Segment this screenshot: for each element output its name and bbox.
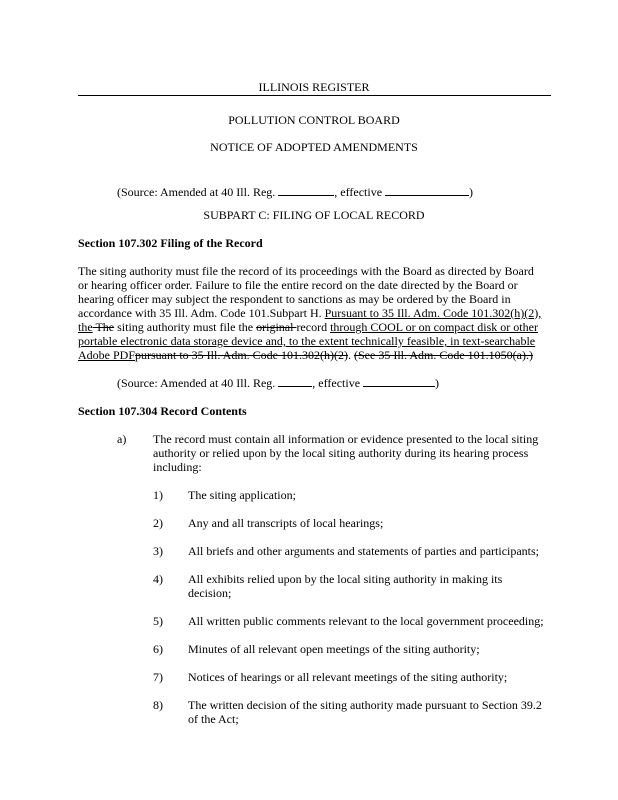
notice-title: NOTICE OF ADOPTED AMENDMENTS	[210, 140, 418, 154]
item-line: All briefs and other arguments and statements of parties and participants;	[188, 544, 540, 558]
body-line	[78, 348, 556, 362]
body-line	[78, 320, 556, 334]
agency-name: POLLUTION CONTROL BOARD	[228, 113, 400, 127]
item-line: Minutes of all relevant open meetings of the siting authority;	[188, 642, 480, 656]
deleted-text: (See 35 Ill. Adm. Code 101.1050(a).)	[354, 348, 533, 362]
inserted-text: Pursuant to 35 Ill. Adm. Code 101.302(h)(2),	[324, 306, 542, 320]
body-line: The record must contain all information or evidence presented to the local siting	[153, 432, 539, 446]
item-line: The written decision of the siting authority made pursuant to Section 39.2	[188, 698, 542, 712]
body-line: or hearing officer order. Failure to file the entire record on the date directed by the Board or	[78, 278, 518, 292]
item-number: 8)	[153, 698, 163, 712]
item-text	[188, 516, 560, 530]
inserted-text: the	[78, 320, 93, 334]
deleted-text: original	[256, 320, 297, 334]
plain-text: record	[296, 320, 331, 334]
body-line: authority or relied upon by the local siting authority during its hearing process	[153, 446, 529, 460]
item-text	[188, 614, 560, 628]
source-prefix: (Source: Amended at 40 Ill. Reg.	[117, 376, 276, 390]
item-number: 6)	[153, 642, 163, 656]
inserted-text: through COOL or on compact disk or other	[330, 320, 538, 334]
blank-reg	[278, 376, 312, 387]
item-number: 3)	[153, 544, 163, 558]
source-mid: , effective	[312, 376, 361, 390]
plain-text: .	[348, 348, 354, 362]
item-text	[188, 488, 560, 502]
item-line: Any and all transcripts of local hearings;	[188, 516, 384, 530]
body-line: including:	[153, 460, 202, 474]
subsection-a-text	[153, 432, 553, 474]
blank-reg	[278, 185, 334, 196]
item-line: decision;	[188, 586, 232, 600]
source-close: )	[435, 376, 440, 390]
plain-text: accordance with 35 Ill. Adm. Code 101.Subpart H.	[78, 306, 325, 320]
section-302-heading: Section 107.302 Filing of the Record	[78, 236, 263, 250]
section-304-heading: Section 107.304 Record Contents	[78, 404, 247, 418]
header-rule	[78, 95, 551, 96]
subsection-a-label: a)	[117, 432, 127, 446]
item-number: 7)	[153, 670, 163, 684]
body-line	[78, 306, 556, 320]
blank-effective	[363, 376, 435, 387]
body-line: hearing officer may subject the respondent to sanctions as may be ordered by the Board in	[78, 292, 511, 306]
blank-effective	[385, 185, 469, 196]
section-302-body	[78, 264, 556, 362]
item-line: Notices of hearings or all relevant meetings of the siting authority;	[188, 670, 508, 684]
subpart-heading: SUBPART C: FILING OF LOCAL RECORD	[203, 208, 425, 222]
item-text	[188, 642, 560, 656]
deleted-text: The	[92, 320, 115, 334]
inserted-text: portable electronic data storage device and, to the extent technically feasible, in text-searchable	[78, 334, 536, 348]
item-text	[188, 572, 560, 600]
item-number: 2)	[153, 516, 163, 530]
inserted-text: Adobe PDF	[78, 348, 136, 362]
source-note-mid	[117, 376, 557, 390]
item-line: All written public comments relevant to the local government proceeding;	[188, 614, 544, 628]
item-number: 5)	[153, 614, 163, 628]
item-text	[188, 544, 560, 558]
item-text	[188, 670, 560, 684]
source-note-top	[117, 185, 557, 199]
item-line: All exhibits relied upon by the local siting authority in making its	[188, 572, 503, 586]
body-line: The siting authority must file the record of its proceedings with the Board as directed by Board	[78, 264, 534, 278]
source-close: )	[469, 185, 474, 199]
item-text	[188, 698, 560, 726]
body-line	[78, 334, 556, 348]
item-number: 4)	[153, 572, 163, 586]
deleted-text: pursuant to 35 Ill. Adm. Code 101.302(h)(2)	[135, 348, 348, 362]
source-mid: , effective	[334, 185, 383, 199]
plain-text: siting authority must file the	[114, 320, 257, 334]
register-header: ILLINOIS REGISTER	[258, 80, 370, 94]
item-line: The siting application;	[188, 488, 296, 502]
item-line: of the Act;	[188, 712, 239, 726]
item-number: 1)	[153, 488, 163, 502]
source-prefix: (Source: Amended at 40 Ill. Reg.	[117, 185, 276, 199]
